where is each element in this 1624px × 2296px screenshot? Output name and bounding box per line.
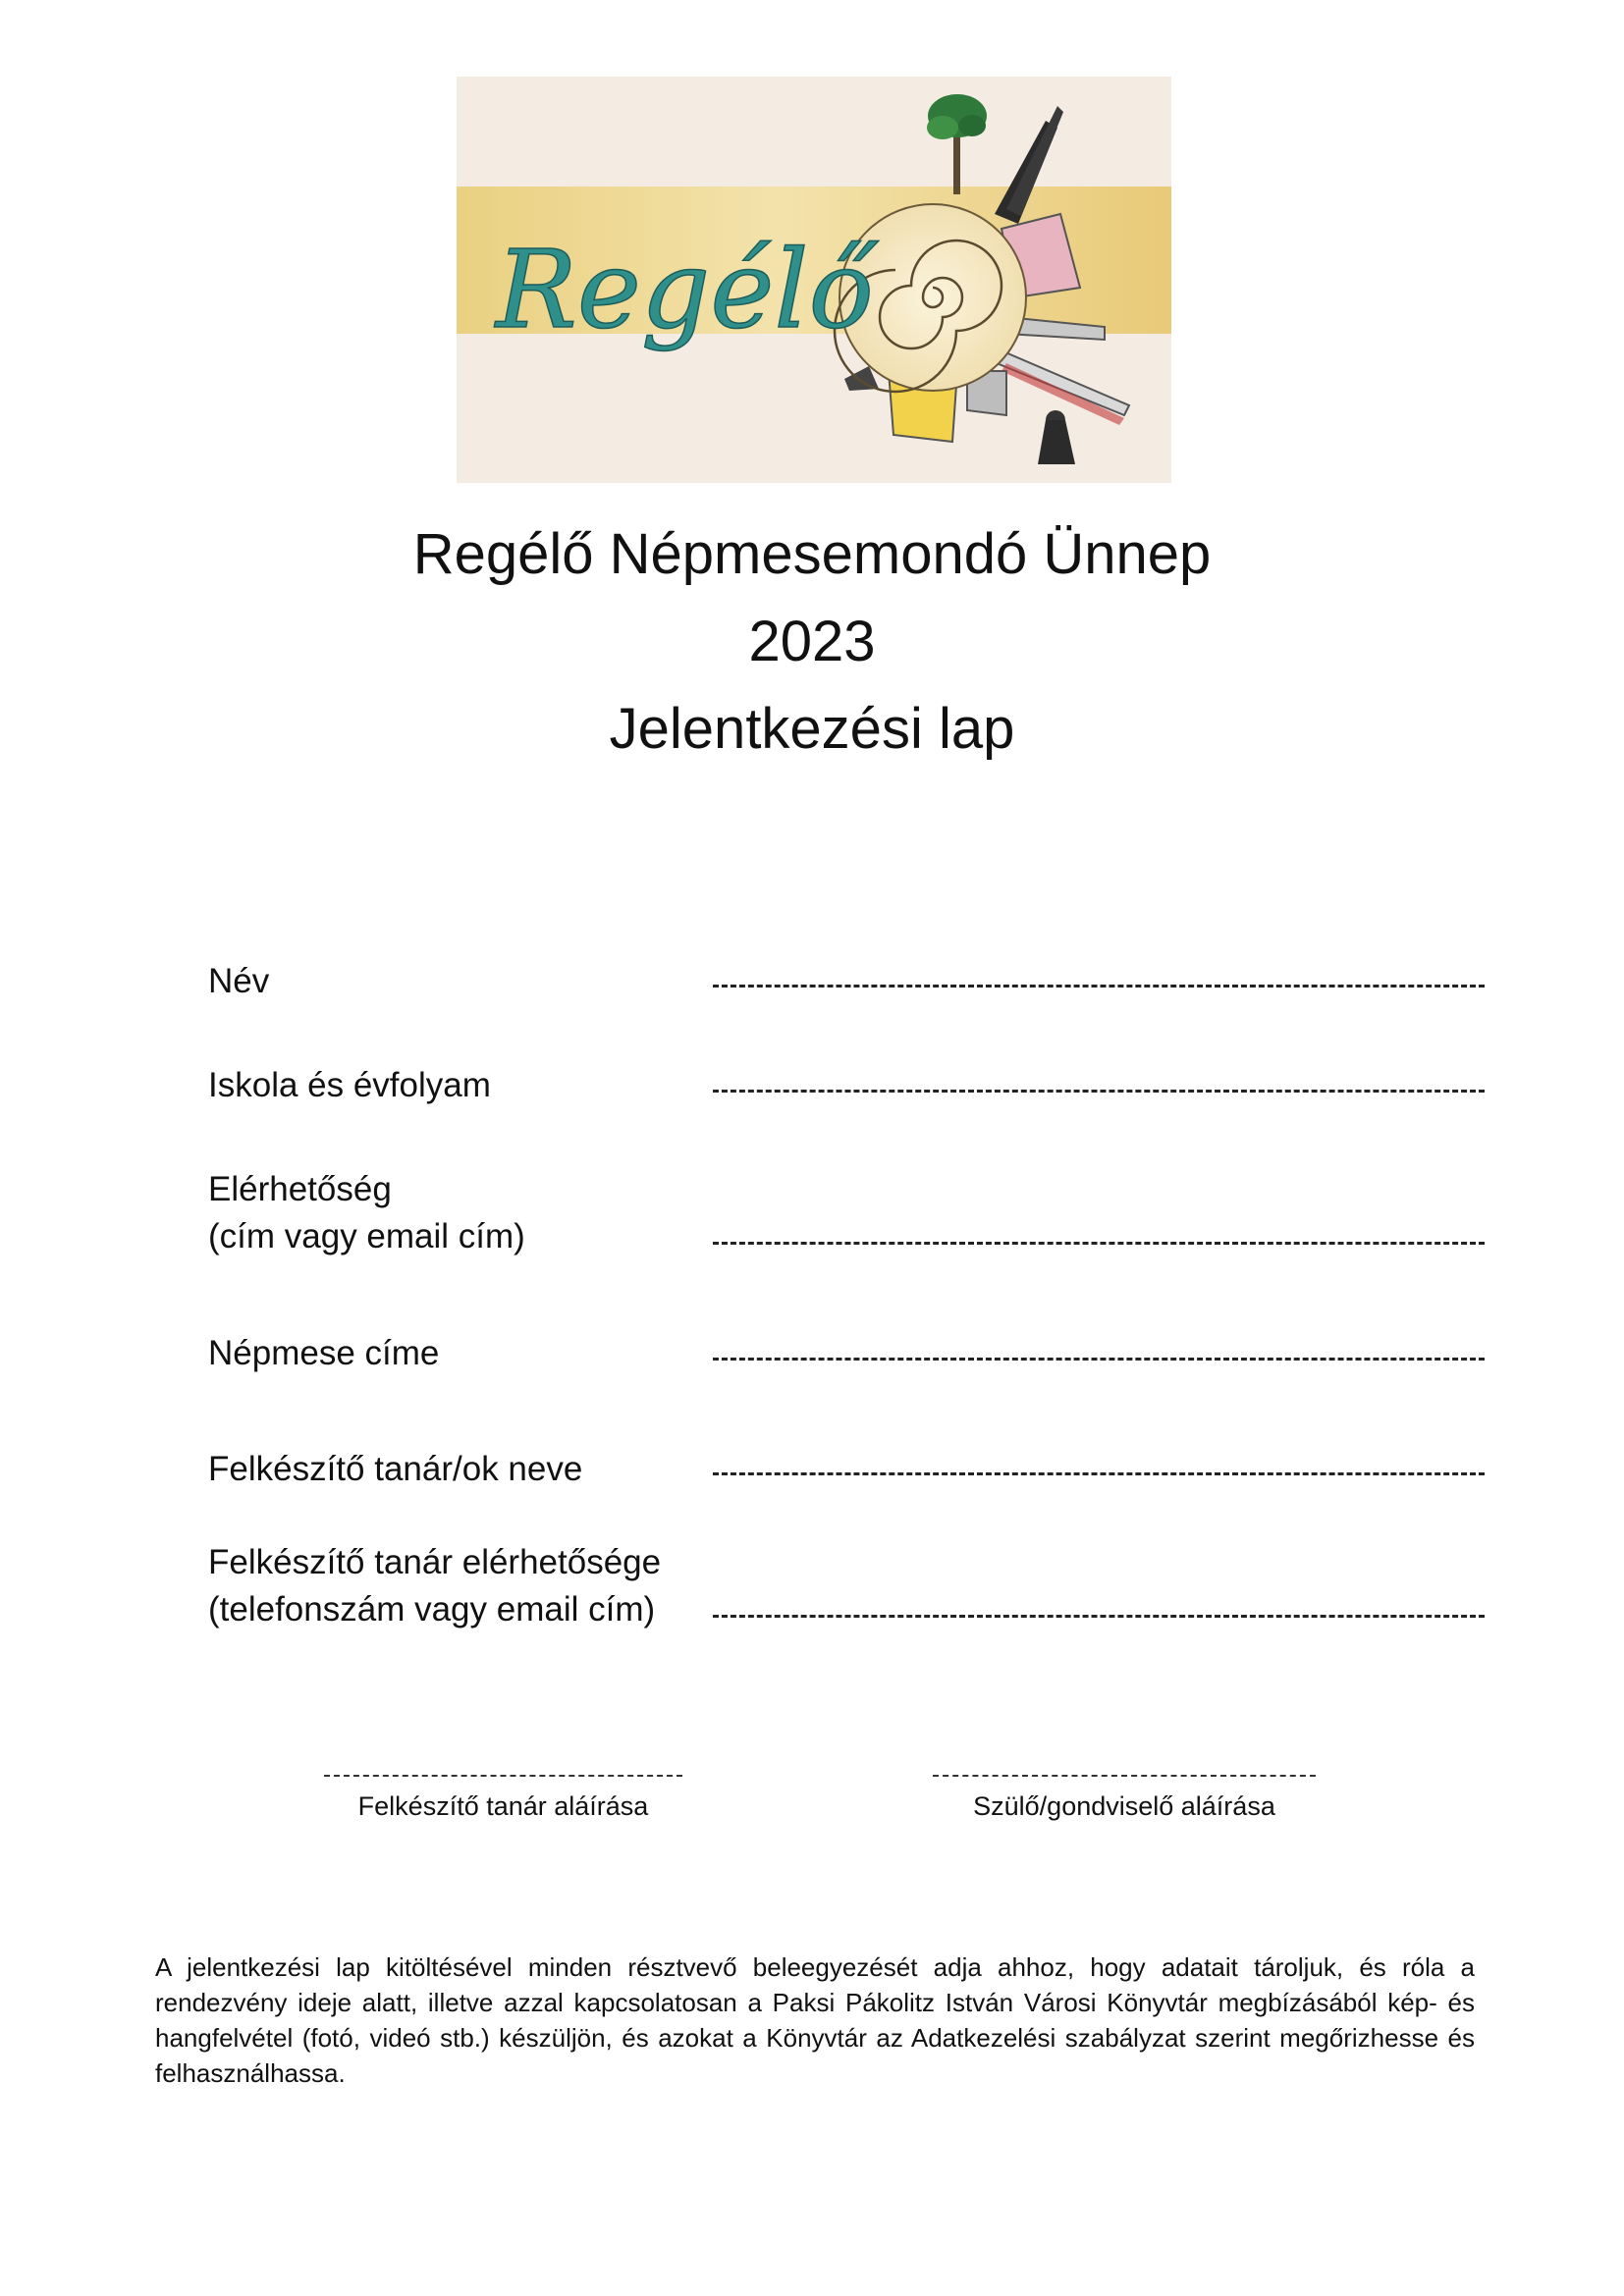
page-year: 2023 [748,610,876,673]
field-sublabel-teacher-contact: (telefonszám vagy email cím) [208,1590,656,1629]
field-line-teacher-name[interactable] [713,1472,1485,1475]
logo-wordmark: Regélő [496,227,874,352]
page-subtitle: Jelentkezési lap [609,697,1015,761]
regelo-logo [457,77,1171,483]
signature-line-teacher[interactable] [324,1775,682,1777]
signature-caption-teacher: Felkészítő tanár aláírása [357,1791,649,1821]
page-title: Regélő Népmesemondó Ünnep [412,522,1212,586]
signature-caption-parent: Szülő/gondviselő aláírása [973,1791,1275,1821]
field-line-name[interactable] [713,985,1485,988]
logo-illustration [457,77,1171,483]
field-label-contact: Elérhetőség [208,1170,392,1208]
field-label-name: Név [208,962,270,1000]
field-label-tale-title: Népmese címe [208,1334,440,1372]
field-line-school[interactable] [713,1090,1485,1093]
signature-line-parent[interactable] [933,1775,1316,1777]
field-line-teacher-contact[interactable] [713,1615,1485,1618]
field-label-teacher-name: Felkészítő tanár/ok neve [208,1450,583,1488]
field-sublabel-contact: (cím vagy email cím) [208,1217,525,1255]
field-line-tale-title[interactable] [713,1358,1485,1361]
field-line-contact[interactable] [713,1242,1485,1245]
consent-notice: A jelentkezési lap kitöltésével minden résztvevő beleegyezését adja ahhoz, hogy adatait tároljuk, és róla a rendezvény ideje alatt, illetve azzal kapcsolatosan a Paksi Pákolitz István Városi Könyvtár megbízásából kép- és hangfelvétel (fotó, videó stb.) készüljön, és azokat a Könyvtár az Adatkezelési szabályzat szerint megőrizhesse és felhasználhassa. [155,1952,1475,2088]
field-label-teacher-contact: Felkészítő tanár elérhetősége [208,1543,662,1581]
field-label-school: Iskola és évfolyam [208,1066,491,1104]
